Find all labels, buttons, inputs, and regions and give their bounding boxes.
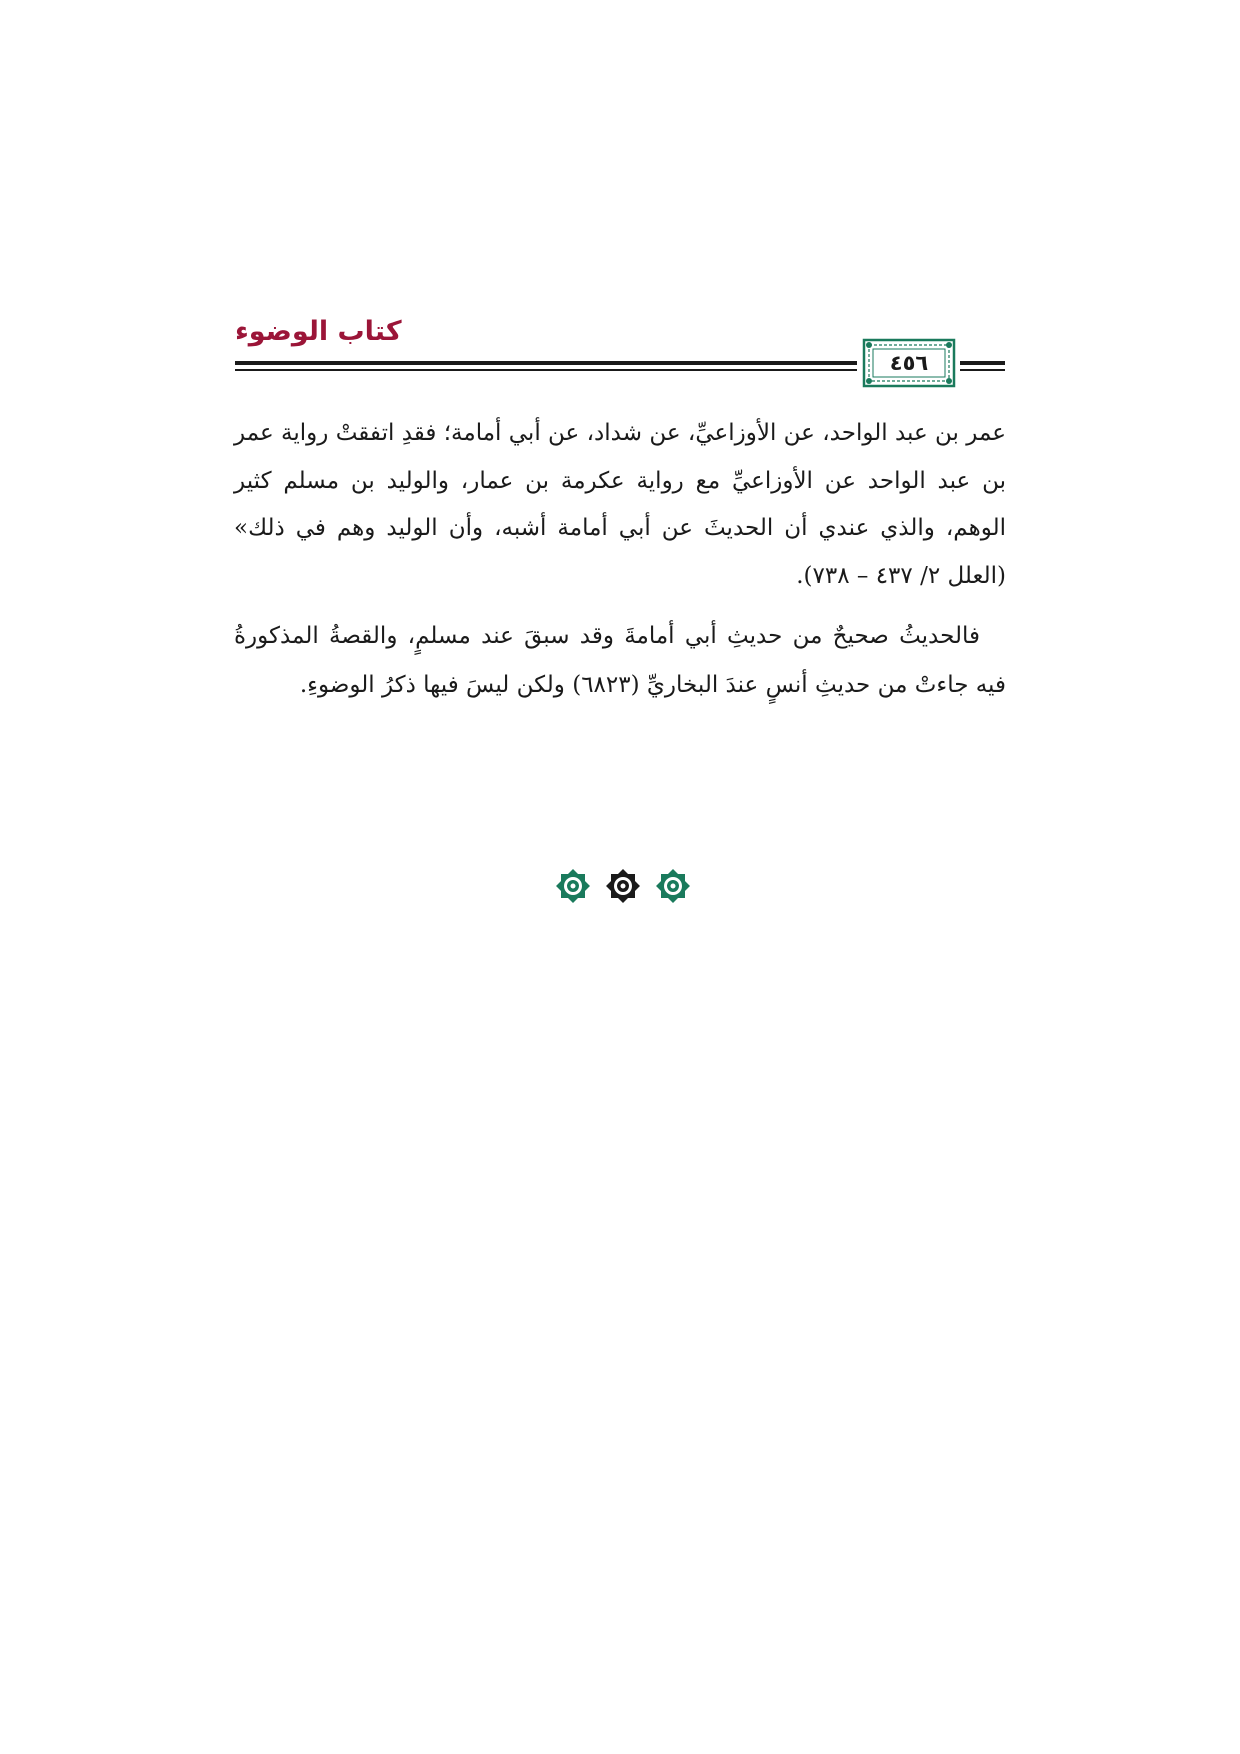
body-text <box>234 410 1006 710</box>
header-rule <box>235 361 857 373</box>
section-end-ornament <box>553 866 693 910</box>
header-rule-short <box>960 361 1005 373</box>
paragraph-quote-end: عمر بن عبد الواحد، عن الأوزاعيِّ، عن شداد، عن أبي أمامة؛ فقدِ اتفقتْ رواية عمر بن عبد الواحد عن الأوزاعيِّ مع رواية عكرمة بن عمار، والوليد بن مسلم كثير الوهم، والذي عندي أن الحديثَ عن أبي أمامة أشبه، وأن الوليد وهم في ذلك» (العلل ٢/ ٤٣٧ – ٧٣٨). <box>234 420 1006 589</box>
star-flower-icon <box>553 866 593 906</box>
paragraph-verdict: فالحديثُ صحيحٌ من حديثِ أبي أمامةَ وقد سبقَ عند مسلمٍ، والقصةُ المذكورةُ فيه جاءتْ من حديثِ أنسٍ عندَ البخاريِّ (٦٨٢٣) ولكن ليسَ فيها ذكرُ الوضوءِ. <box>234 623 1006 698</box>
star-flower-icon <box>603 866 643 906</box>
running-head-title: كتاب الوضوء <box>235 316 402 347</box>
page-number: ٤٥٦ <box>889 351 929 375</box>
page-number-badge <box>862 338 956 388</box>
star-flower-icon <box>653 866 693 906</box>
